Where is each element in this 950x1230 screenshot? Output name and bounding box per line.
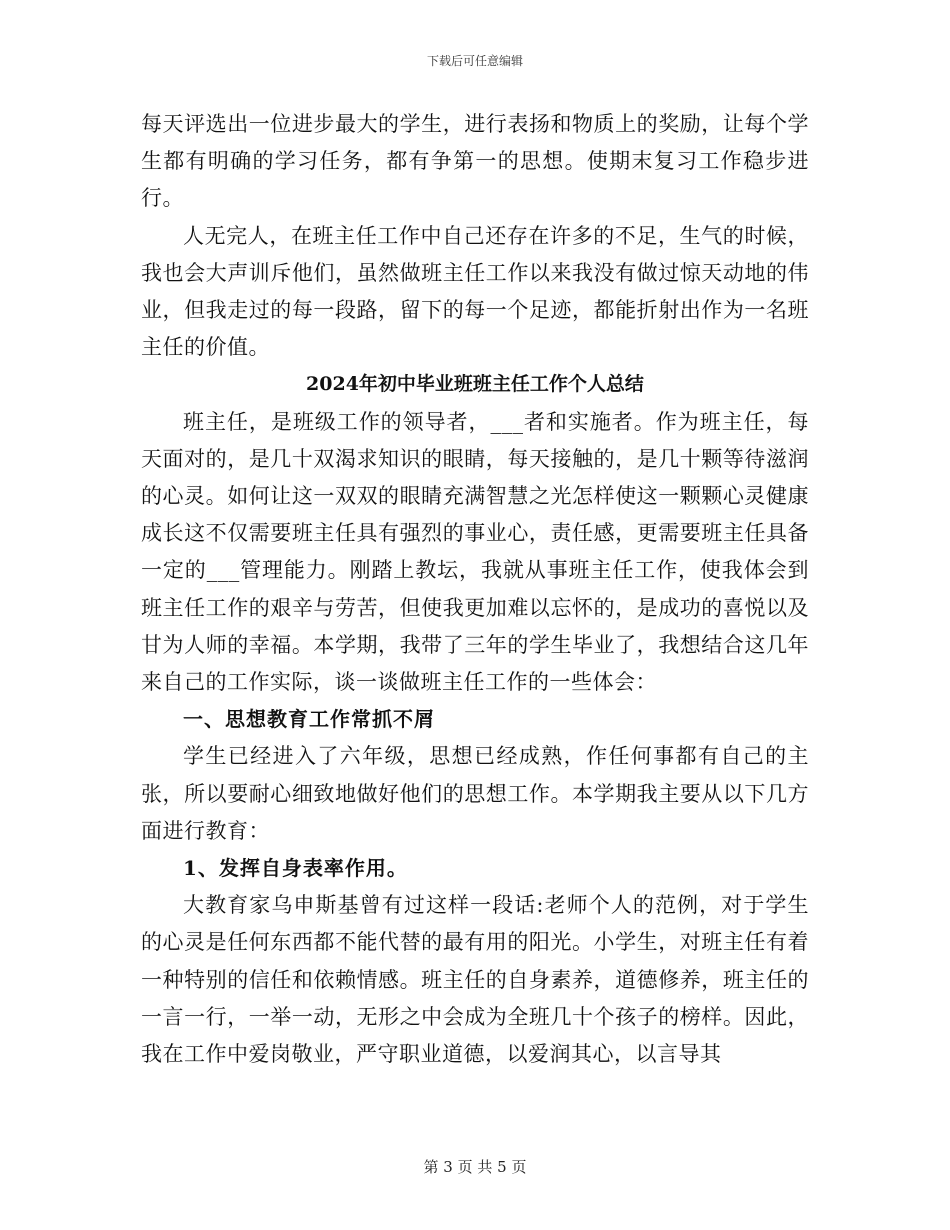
page-header-note: 下载后可任意编辑	[426, 54, 523, 68]
paragraph-2: 人无完人，在班主任工作中自己还存在许多的不足，生气的时候，我也会大声训斥他们，虽然做班主任工作以来我没有做过惊天动地的伟业，但我走过的每一段路，留下的每一个足迹，都能折射出作为一名班主任的价值。	[141, 223, 809, 360]
paragraph-4: 学生已经进入了六年级，思想已经成熟，作任何事都有自己的主张，所以要耐心细致地做好他们的思想工作。本学期我主要从以下几方面进行教育：	[141, 744, 809, 843]
paragraph-5: 大教育家乌申斯基曾有过这样一段话:老师个人的范例，对于学生的心灵是任何东西都不能代替的最有用的阳光。小学生，对班主任有着一种特别的信任和依赖情感。班主任的自身素养，道德修养，班主任的一言一行，一举一动，无形之中会成为全班几十个孩子的榜样。因此，我在工作中爱岗敬业，严守职业道德，以爱润其心，以言导其	[141, 893, 809, 1067]
section-heading-1: 一、思想教育工作常抓不屑	[183, 707, 435, 732]
document-title: 2024年初中毕业班班主任工作个人总结	[306, 373, 644, 396]
paragraph-3: 班主任，是班级工作的领导者，___者和实施者。作为班主任，每天面对的，是几十双渴求知识的眼睛，每天接触的，是几十颗等待滋润的心灵。如何让这一双双的眼睛充满智慧之光怎样使这一颗颗心灵健康成长这不仅需要班主任具有强烈的事业心，责任感，更需要班主任具备一定的___管理能力。刚踏上教坛，我就从事班主任工作，使我体会到班主任工作的艰辛与劳苦，但使我更加难以忘怀的，是成功的喜悦以及甘为人师的幸福。本学期，我带了三年的学生毕业了，我想结合这几年来自己的工作实际，谈一谈做班主任工作的一些体会：	[141, 409, 809, 695]
subsection-heading-1: 1、发挥自身表率作用。	[183, 856, 408, 881]
paragraph-1: 每天评选出一位进步最大的学生，进行表扬和物质上的奖励，让每个学生都有明确的学习任务，都有争第一的思想。使期末复习工作稳步进行。	[141, 112, 809, 211]
document-body	[141, 106, 809, 1073]
page-number: 第 3 页 共 5 页	[423, 1158, 527, 1176]
